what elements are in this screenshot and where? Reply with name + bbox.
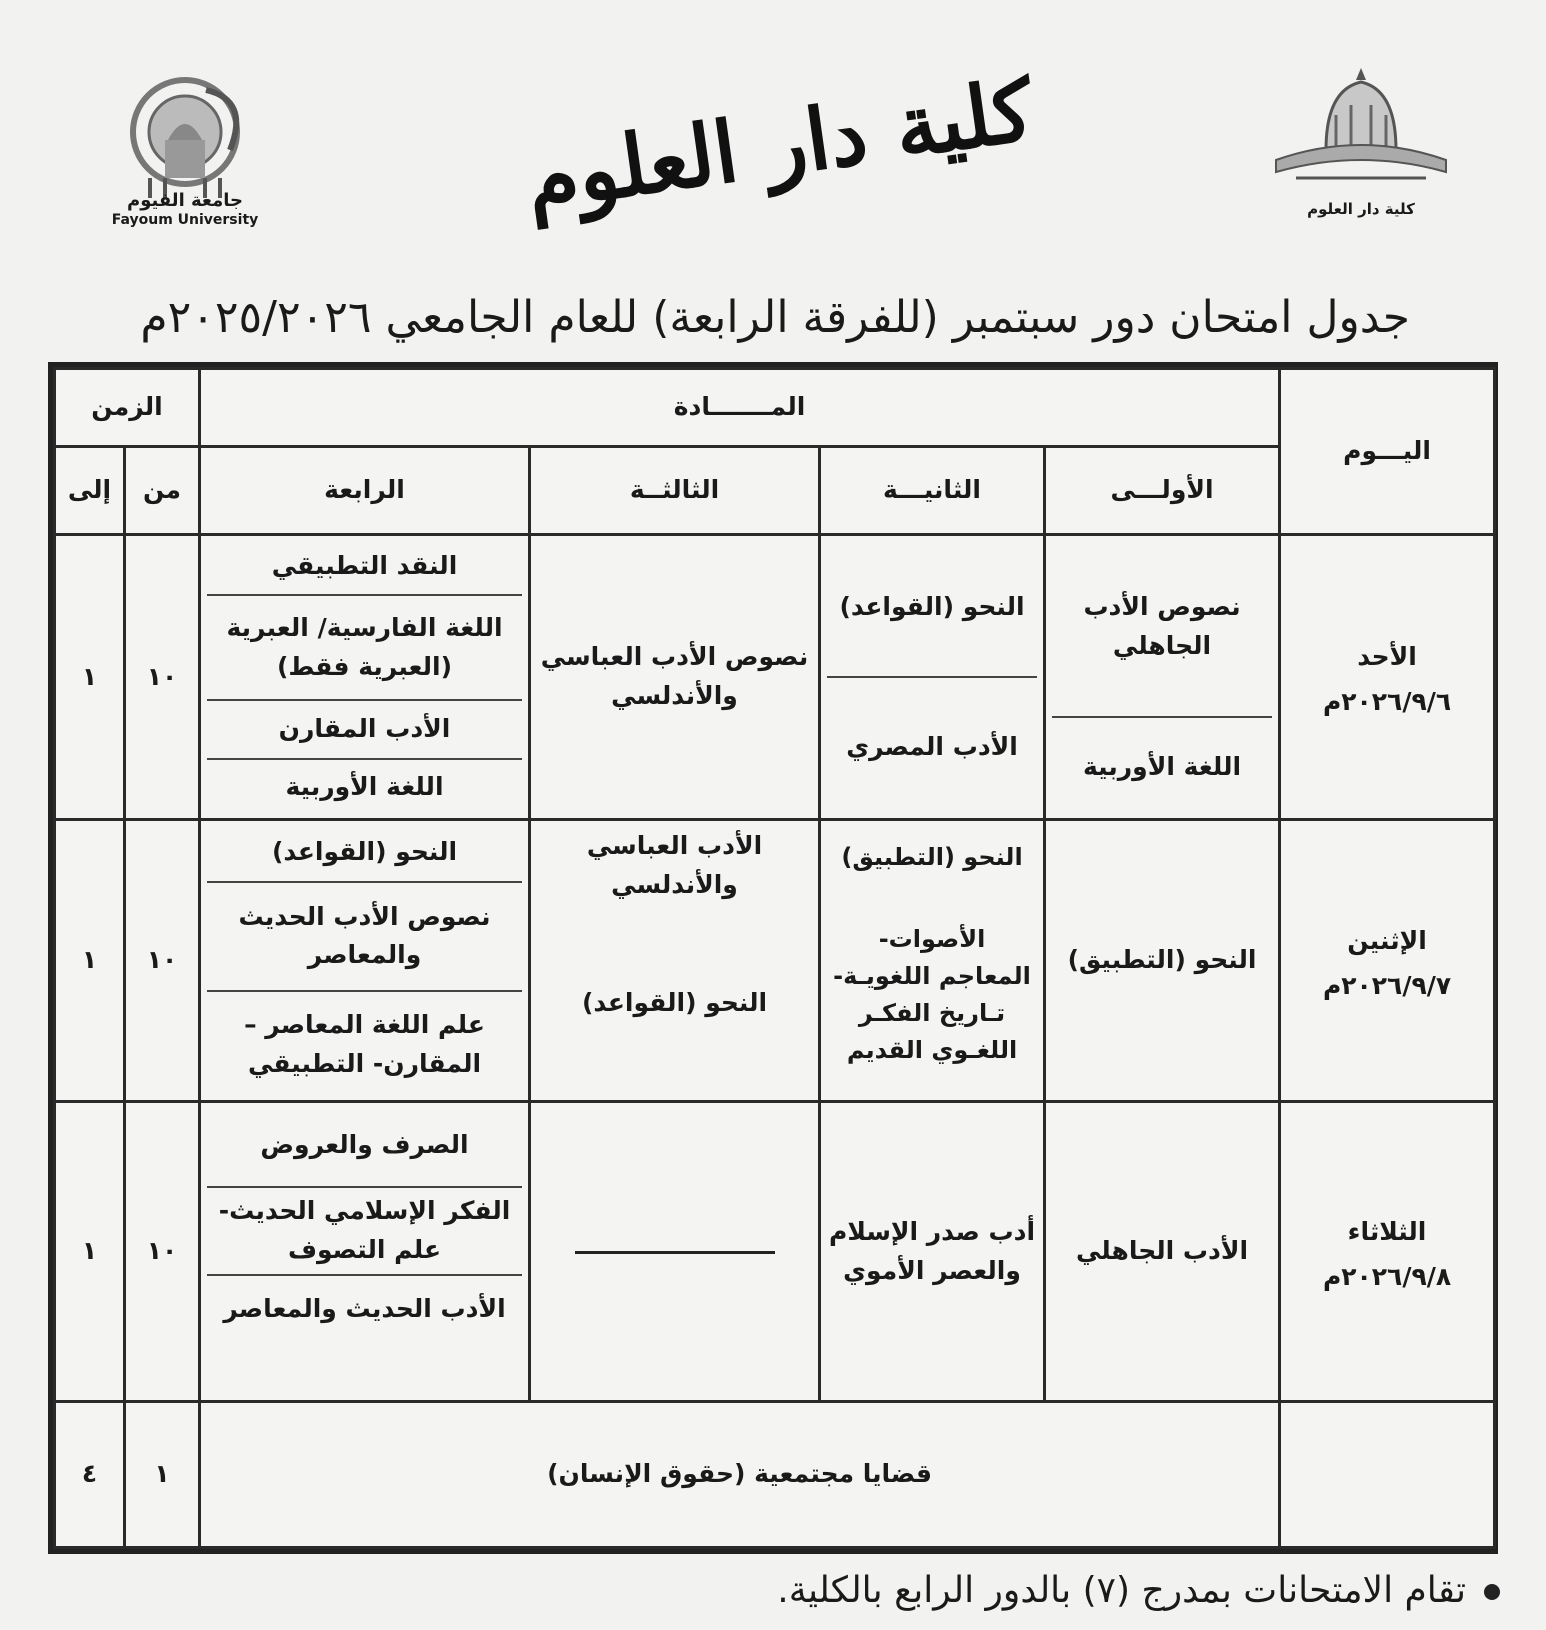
subject-entry: الأدب المقارن [207,700,522,758]
to-cell: ١ [55,820,125,1102]
logo-caption: كلية دار العلوم [1307,200,1415,218]
fourth-year-cell [200,1102,530,1402]
header-subject: المـــــــادة [200,369,1280,447]
subject-entry: الأدب العباسي والأندلسي [586,831,763,899]
subject-entry: الفكر الإسلامي الحديث- علم التصوف [207,1187,522,1275]
header-fourth-year: الرابعة [200,447,530,535]
first-year-cell: النحو (التطبيق) [1045,820,1280,1102]
from-cell: ١٠ [125,820,200,1102]
college-title: كلية دار العلوم [519,60,1039,230]
header-first-year: الأولـــى [1045,447,1280,535]
day-cell [1280,820,1495,1102]
day-name: الأحد [1357,642,1417,672]
day-cell [1280,1102,1495,1402]
third-year-cell [530,1102,820,1402]
subject-entry: الأدب المصري [827,677,1037,816]
fayoum-university-logo [110,70,260,240]
fourth-year-cell [200,535,530,820]
header-third-year: الثالثــة [530,447,820,535]
table-row [55,1402,1495,1548]
subject-entry: اللغة الأوربية [1052,717,1272,816]
third-year-cell [530,820,820,1102]
table-row [55,1102,1495,1402]
to-cell: ١ [55,535,125,820]
logo-caption-arabic: جامعة الفيوم [127,190,243,211]
subject-cell: قضايا مجتمعية (حقوق الإنسان) [200,1402,1280,1548]
subject-entry: اللغة الأوربية [207,759,522,816]
header-from: من [125,447,200,535]
header-time: الزمن [55,369,200,447]
table-row [55,820,1495,1102]
note-text: تقام الامتحانات بمدرج (٧) بالدور الرابع بالكلية. [777,1570,1466,1611]
bullet-icon [1484,1584,1500,1600]
from-cell: ١٠ [125,1102,200,1402]
header-day: اليـــوم [1280,369,1495,535]
subject-entry: النقد التطبيقي [271,550,458,580]
table-row [55,535,1495,820]
subject-entry: الأصوات-المعاجم اللغويـة- تـاريخ الفكـر اللغـوي القديم [833,924,1031,1065]
subject-entry: نصوص الأدب الجاهلي [1083,592,1241,661]
subject-entry: اللغة الفارسية/ العبرية (العبرية فقط) [207,595,522,700]
second-year-cell: أدب صدر الإسلام والعصر الأموي [820,1102,1045,1402]
first-year-cell: الأدب الجاهلي [1045,1102,1280,1402]
from-cell: ١ [125,1402,200,1548]
fourth-year-cell [200,820,530,1102]
to-cell: ٤ [55,1402,125,1548]
day-date: ٢٠٢٦/٩/٨م [1322,1261,1452,1291]
day-name: الإثنين [1347,925,1427,955]
day-cell-empty [1280,1402,1495,1548]
day-date: ٢٠٢٦/٩/٧م [1322,970,1452,1000]
second-year-cell [820,535,1045,820]
second-year-cell [820,820,1045,1102]
subject-entry: النحو (التطبيق) [841,842,1023,871]
subject-entry: الصرف والعروض [260,1130,469,1160]
first-year-cell [1045,535,1280,820]
logo-caption-english: Fayoum University [111,212,259,228]
header-second-year: الثانيـــة [820,447,1045,535]
subject-entry: النحو (القواعد) [271,836,458,866]
subject-entry: النحو (القواعد) [839,591,1025,621]
college-emblem-icon [1266,60,1456,200]
day-cell [1280,535,1495,820]
footer-note [80,1570,1500,1611]
subject-entry: نصوص الأدب الحديث والمعاصر [207,882,522,991]
subject-entry: الأدب الحديث والمعاصر [207,1275,522,1398]
university-emblem-icon [110,70,260,200]
third-year-cell: نصوص الأدب العباسي والأندلسي [530,535,820,820]
empty-dash [575,1251,775,1254]
subject-entry: النحو (القواعد) [581,987,768,1017]
dar-al-uloom-logo [1266,60,1456,230]
header-to: إلى [55,447,125,535]
to-cell: ١ [55,1102,125,1402]
day-name: الثلاثاء [1347,1216,1427,1246]
schedule-subtitle: جدول امتحان دور سبتمبر (للفرقة الرابعة) للعام الجامعي ٢٠٢٥/٢٠٢٦م [140,292,1410,343]
from-cell: ١٠ [125,535,200,820]
subject-entry: علم اللغة المعاصر – المقارن- التطبيقي [207,991,522,1098]
exam-schedule-table [48,362,1498,1554]
day-date: ٢٠٢٦/٩/٦م [1322,687,1452,716]
